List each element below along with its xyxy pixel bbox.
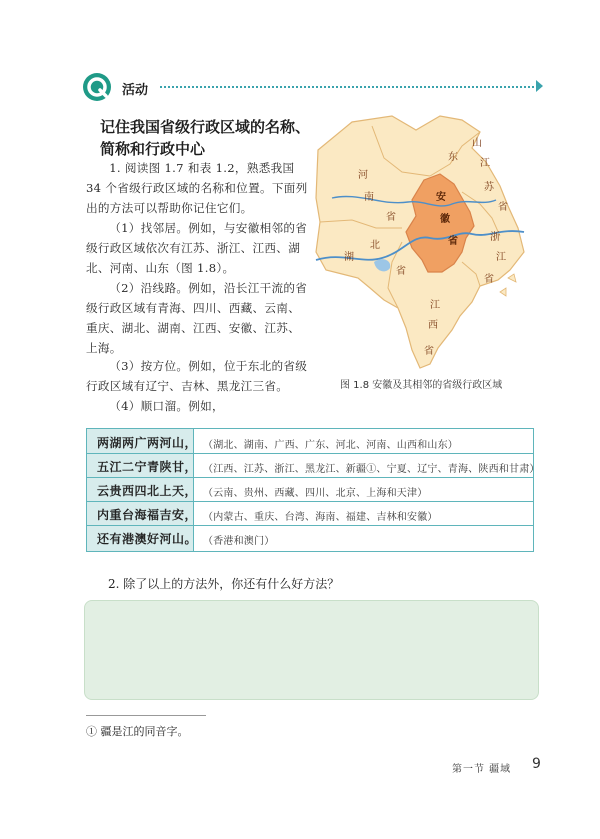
label-henan-1: 河 — [358, 170, 368, 181]
rhyme-verse-2: 五江二宁青陕甘， — [97, 460, 198, 474]
rhyme-verse-5: 还有港澳好河山。 — [97, 532, 198, 546]
rhyme-divider — [87, 453, 533, 454]
label-jiangsu-1: 江 — [480, 158, 490, 169]
label-jiangsu-2: 苏 — [484, 182, 494, 193]
label-anhui-2: 徽 — [440, 214, 450, 225]
label-zhejiang-2: 江 — [496, 252, 506, 263]
rhyme-note-1: （湖北、湖南、广西、广东、河北、河南、山西和山东） — [203, 440, 458, 451]
label-henan-2: 南 — [364, 192, 374, 203]
rhyme-note-2: （江西、江苏、浙江、黑龙江、新疆①、宁夏、辽宁、青海、陕西和甘肃） — [203, 464, 540, 475]
arrow-right-icon — [536, 80, 543, 92]
activity-badge-icon — [82, 72, 112, 102]
rhyme-table — [86, 428, 540, 552]
label-jiangxi-1: 江 — [430, 300, 440, 311]
label-jiangxi-2: 西 — [428, 320, 438, 331]
label-henan-3: 省 — [386, 212, 396, 223]
paragraph-1: 1. 阅读图 1.7 和表 1.2，熟悉我国 34 个省级行政区域的名称和位置。下面列出的方法可以帮助你记住它们。 — [86, 161, 308, 215]
rhyme-verse-1: 两湖两广两河山， — [97, 436, 198, 450]
label-jiangxi-3: 省 — [424, 346, 434, 357]
label-shandong-1: 山 — [472, 138, 482, 149]
rhyme-verse-4: 内重台海福吉安， — [97, 508, 198, 522]
footnote: ① 疆是江的同音字。 — [86, 725, 189, 738]
label-hubei-3: 省 — [396, 266, 406, 277]
paragraph-5: （4）顺口溜。例如， — [109, 399, 224, 413]
footnote-rule — [86, 715, 206, 716]
label-anhui-1: 安 — [436, 192, 446, 203]
activity-dotted-rule — [160, 86, 538, 88]
rhyme-verse-3: 云贵西四北上天， — [97, 484, 198, 498]
rhyme-divider — [87, 525, 533, 526]
rhyme-note-3: （云南、贵州、西藏、四川、北京、上海和天津） — [203, 488, 428, 499]
label-anhui-3: 省 — [448, 236, 458, 247]
activity-label: 活动 — [122, 83, 149, 98]
section-footer: 第一节 疆域 — [452, 764, 512, 775]
label-hubei-1: 湖 — [344, 252, 354, 263]
question-2: 2. 除了以上的方法外，你还有什么好方法？ — [108, 577, 340, 591]
paragraph-4: （3）按方位。例如，位于东北的省级行政区域有辽宁、吉林、黑龙江三省。 — [86, 359, 308, 393]
activity-title: 记住我国省级行政区域的名称、简称和行政中心 — [100, 118, 311, 158]
anhui-neighbors-map — [312, 102, 528, 374]
paragraph-2: （1）找邻居。例如，与安徽相邻的省级行政区域依次有江苏、浙江、江西、湖北、河南、山东（图 1.8）。 — [86, 221, 308, 275]
answer-box[interactable] — [84, 600, 539, 700]
rhyme-note-4: （内蒙古、重庆、台湾、海南、福建、吉林和安徽） — [203, 512, 438, 523]
paragraph-3: （2）沿线路。例如，沿长江干流的省级行政区域有青海、四川、西藏、云南、重庆、湖北、湖南、江西、安徽、江苏、上海。 — [86, 281, 308, 355]
page-number: 9 — [532, 756, 541, 772]
label-jiangsu-3: 省 — [498, 202, 508, 213]
rhyme-divider — [87, 477, 533, 478]
rhyme-divider — [87, 501, 533, 502]
map-caption: 图 1.8 安徽及其相邻的省级行政区域 — [340, 380, 503, 391]
label-hubei-2: 北 — [370, 240, 380, 251]
coast-islands — [500, 274, 516, 296]
label-zhejiang-3: 省 — [484, 274, 494, 285]
label-zhejiang-1: 浙 — [490, 232, 500, 243]
rhyme-note-5: （香港和澳门） — [203, 536, 275, 547]
label-shandong-2: 东 — [448, 152, 458, 163]
